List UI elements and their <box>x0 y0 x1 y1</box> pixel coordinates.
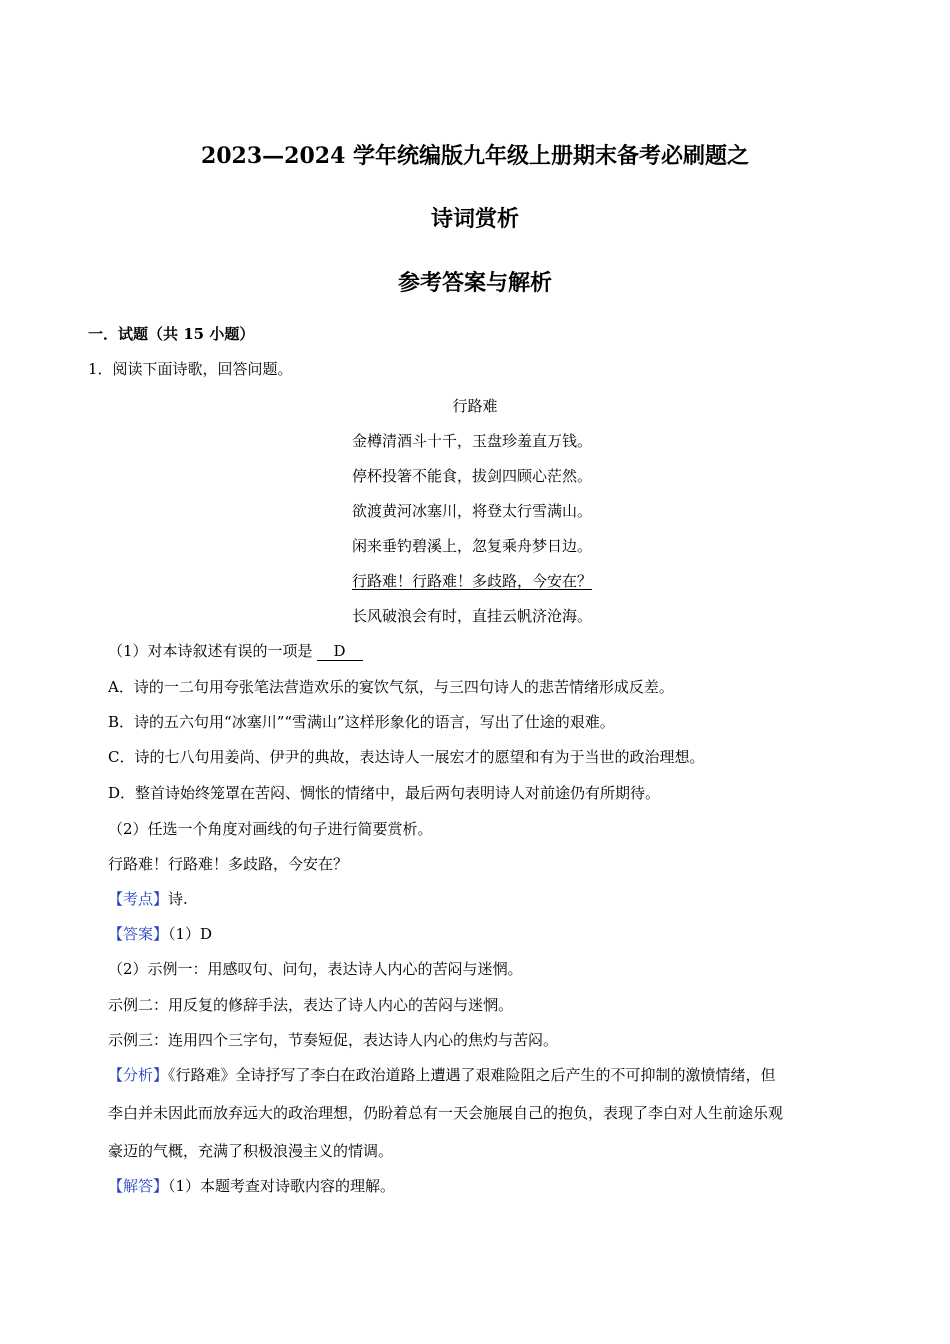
option-a: A．诗的一二句用夸张笔法营造欢乐的宴饮气氛，与三四句诗人的悲苦情绪形成反差。 <box>108 678 674 696</box>
option-b: B．诗的五六句用“冰塞川”“雪满山”这样形象化的语言，写出了仕途的艰难。 <box>108 713 615 731</box>
kaodian-tag: 【考点】 <box>108 890 169 908</box>
poem-line-3: 欲渡黄河冰塞川，将登太行雪满山。 <box>352 502 593 520</box>
poem-line-5-underlined: 行路难！行路难！多歧路，今安在？ <box>352 572 593 590</box>
sub-question-1 <box>108 640 363 662</box>
daan-row <box>108 923 212 945</box>
sub-question-1-answer: D <box>317 642 363 661</box>
sub-question-1-prompt: （1）对本诗叙述有误的一项是 <box>108 642 313 660</box>
daan-line-3: 示例三：连用四个三字句，节奏短促，表达诗人内心的焦灼与苦闷。 <box>108 1031 559 1049</box>
fenxi-row-1 <box>108 1064 866 1086</box>
poem-line-2: 停杯投箸不能食，拔剑四顾心茫然。 <box>352 467 593 485</box>
daan-line-2: 示例二：用反复的修辞手法，表达了诗人内心的苦闷与迷惘。 <box>108 996 514 1014</box>
title-line-2: 诗词赏析 <box>430 206 519 232</box>
poem-title: 行路难 <box>452 397 498 415</box>
section-heading: 一．试题（共 15 小题） <box>88 325 255 343</box>
sub-question-2-prompt: （2）任选一个角度对画线的句子进行简要赏析。 <box>108 820 433 838</box>
jieda-row <box>108 1175 395 1197</box>
daan-line-1: （2）示例一：用感叹句、问句，表达诗人内心的苦闷与迷惘。 <box>108 960 523 978</box>
kaodian-text: 诗. <box>168 890 188 908</box>
poem-line-1: 金樽清酒斗十千，玉盘珍羞直万钱。 <box>352 432 593 450</box>
question-1-prompt: 1．阅读下面诗歌，回答问题。 <box>88 360 293 378</box>
jieda-text: （1）本题考查对诗歌内容的理解。 <box>168 1177 396 1195</box>
daan-tag: 【答案】 <box>108 925 169 943</box>
sub-question-2-quote: 行路难！行路难！多歧路，今安在？ <box>108 855 349 873</box>
poem-line-6: 长风破浪会有时，直挂云帆济沧海。 <box>352 607 593 625</box>
option-c: C．诗的七八句用姜尚、伊尹的典故，表达诗人一展宏才的愿望和有为于当世的政治理想。 <box>108 748 705 766</box>
fenxi-line-2: 李白并未因此而放弃远大的政治理想，仍盼着总有一天会施展自己的抱负，表现了李白对人生前途乐观 <box>108 1104 784 1122</box>
kaodian-row <box>108 888 188 910</box>
jieda-tag: 【解答】 <box>108 1177 169 1195</box>
fenxi-line-1: 《行路难》全诗抒写了李白在政治道路上遭遇了艰难险阻之后产生的不可抑制的激愤情绪，但 <box>168 1066 776 1084</box>
fenxi-line-3: 豪迈的气概，充满了积极浪漫主义的情调。 <box>108 1142 394 1160</box>
title-line-1: 2023—2024 学年统编版九年级上册期末备考必刷题之 <box>200 143 750 169</box>
option-d: D．整首诗始终笼罩在苦闷、惆怅的情绪中，最后两句表明诗人对前途仍有所期待。 <box>108 784 661 802</box>
fenxi-tag: 【分析】 <box>108 1066 169 1084</box>
poem-line-4: 闲来垂钓碧溪上，忽复乘舟梦日边。 <box>352 537 593 555</box>
title-line-3: 参考答案与解析 <box>397 270 552 296</box>
daan-text: （1）D <box>168 925 213 943</box>
